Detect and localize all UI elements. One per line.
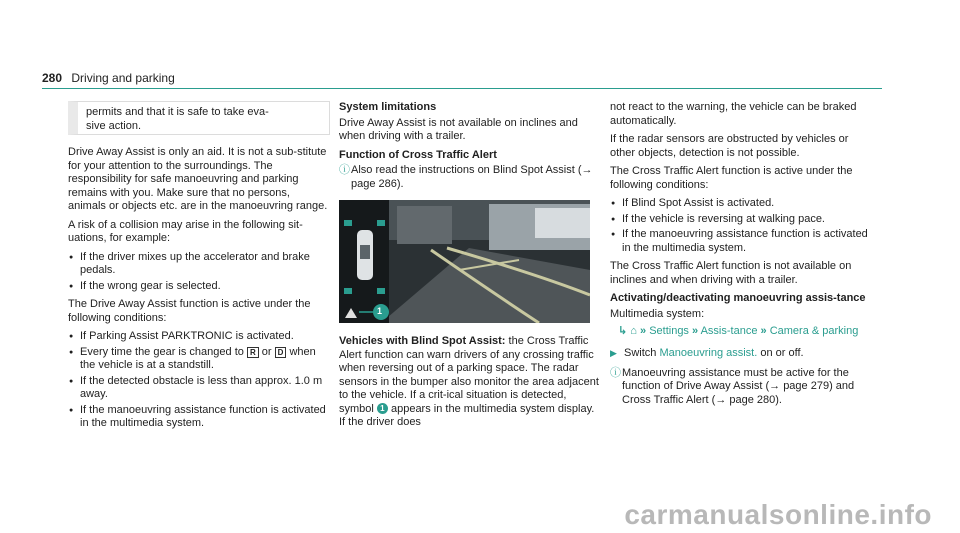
risk-list [68,251,330,294]
chevron-right-icon: » [760,325,767,337]
note2-text: Manoeuvring assistance must be active for the function of Drive Away Assist (→ page 279) and Cross Traffic Alert (→ page 280). [622,366,855,406]
list-item: ● If the wrong gear is selected. [68,280,330,294]
page-header [42,71,175,85]
list-item [68,346,330,373]
page-number: 280 [42,71,63,85]
switch-text-b: on or off. [760,347,804,359]
header-rule [42,88,882,89]
info-icon: ⓘ [339,164,350,176]
cta-active-intro: The Cross Traffic Alert function is active under the following conditions: [610,165,853,191]
watermark: carmanualsonline.info [624,499,932,530]
system-limitations-text: Drive Away Assist is not available on inclines and when driving with a trailer. [339,116,578,142]
gear-d-symbol: D [275,347,287,358]
cond2-text-b: when the vehicle is at a standstill. [80,345,316,371]
column-3 [610,101,872,415]
system-limitations-heading: System limitations [339,101,437,113]
warning-text: permits and that it is safe to take eva- sive action. [86,106,269,132]
nav-assistance: Assis-tance [700,325,758,337]
intro-paragraph: Drive Away Assist is only an aid. It is not a sub-stitute for your attention to the surroundings. The responsibility for safe manoeuvring and parking remains with you. Make sure that no persons, animals or objects etc. are in the manoeuvring range. [68,146,328,212]
cond2-text-a: Every time the gear is changed to [80,345,244,358]
risk-paragraph: A risk of a collision may arise in the following sit-uations, for example: [68,218,303,244]
note-text: Also read the instructions on Blind Spot Assist (→ page 286). [351,164,593,190]
navigation-path [610,323,872,339]
list-item: ● If the vehicle is reversing at walking pace. [610,213,872,227]
manoeuvring-assist-setting: Manoeuvring assist. [659,347,758,359]
active-intro: The Drive Away Assist function is active under the following conditions: [68,298,311,324]
cross-traffic-heading: Function of Cross Traffic Alert [339,148,497,161]
list-item: ● If the manoeuvring assistance function is activated in the multimedia system. [610,228,872,255]
home-icon: ⌂ [630,325,637,337]
blind-spot-heading: Vehicles with Blind Spot Assist: [339,335,506,347]
info-icon: ⓘ [610,366,621,379]
chevron-right-icon: » [692,325,699,337]
radar-paragraph: If the radar sensors are obstructed by vehicles or other objects, detection is not possible. [610,133,849,159]
switch-text-a: Switch [624,347,657,359]
nav-settings: Settings [649,325,689,337]
conditions-list [68,330,330,431]
section-title: Driving and parking [71,71,175,85]
gear-r-symbol: R [247,347,259,358]
blind-spot-text-a: the Cross Traffic Alert function can warn drivers of any crossing traffic when reversing out of a parking space. The radar sensors in the bumper also monitor the area adjacent to the vehicle. If a crit-ical situation is detected, symbol [339,335,599,415]
symbol-1-badge: 1 [377,403,388,414]
activation-heading: Activating/deactivating manoeuvring assis-tance [610,292,866,304]
blind-spot-paragraph [339,335,601,430]
list-item: ● If the detected obstacle is less than approx. 1.0 m away. [68,375,330,402]
list-item: ● If the driver mixes up the accelerator and brake pedals. [68,251,330,278]
list-item: ● If Blind Spot Assist is activated. [610,197,872,211]
chevron-right-icon: » [640,325,647,337]
column-1 [68,101,330,436]
list-item: ● If Parking Assist PARKTRONIC is activated. [68,330,330,344]
list-item: ● If the manoeuvring assistance function is activated in the multimedia system. [68,404,330,431]
nav-camera-parking: Camera & parking [769,325,859,337]
action-arrow-icon: ▶ [610,348,617,358]
switch-instruction [610,347,872,361]
warning-box [68,101,330,135]
column-2 [339,101,601,435]
blind-spot-text-b: appears in the multimedia system display. If the driver does [339,402,595,428]
cond2-or: or [261,345,272,358]
camera-image [339,200,590,323]
not-available-paragraph: The Cross Traffic Alert function is not available on inclines and when driving with a trailer. [610,260,852,286]
multimedia-label: Multimedia system: [610,307,705,320]
info-note-2 [610,367,872,408]
enter-arrow-icon: ↳ [618,325,628,337]
info-note [339,164,601,191]
callout-1: 1 [377,306,383,316]
cta-conditions-list [610,197,872,255]
continued-paragraph: not react to the warning, the vehicle can be braked automatically. [610,101,857,127]
